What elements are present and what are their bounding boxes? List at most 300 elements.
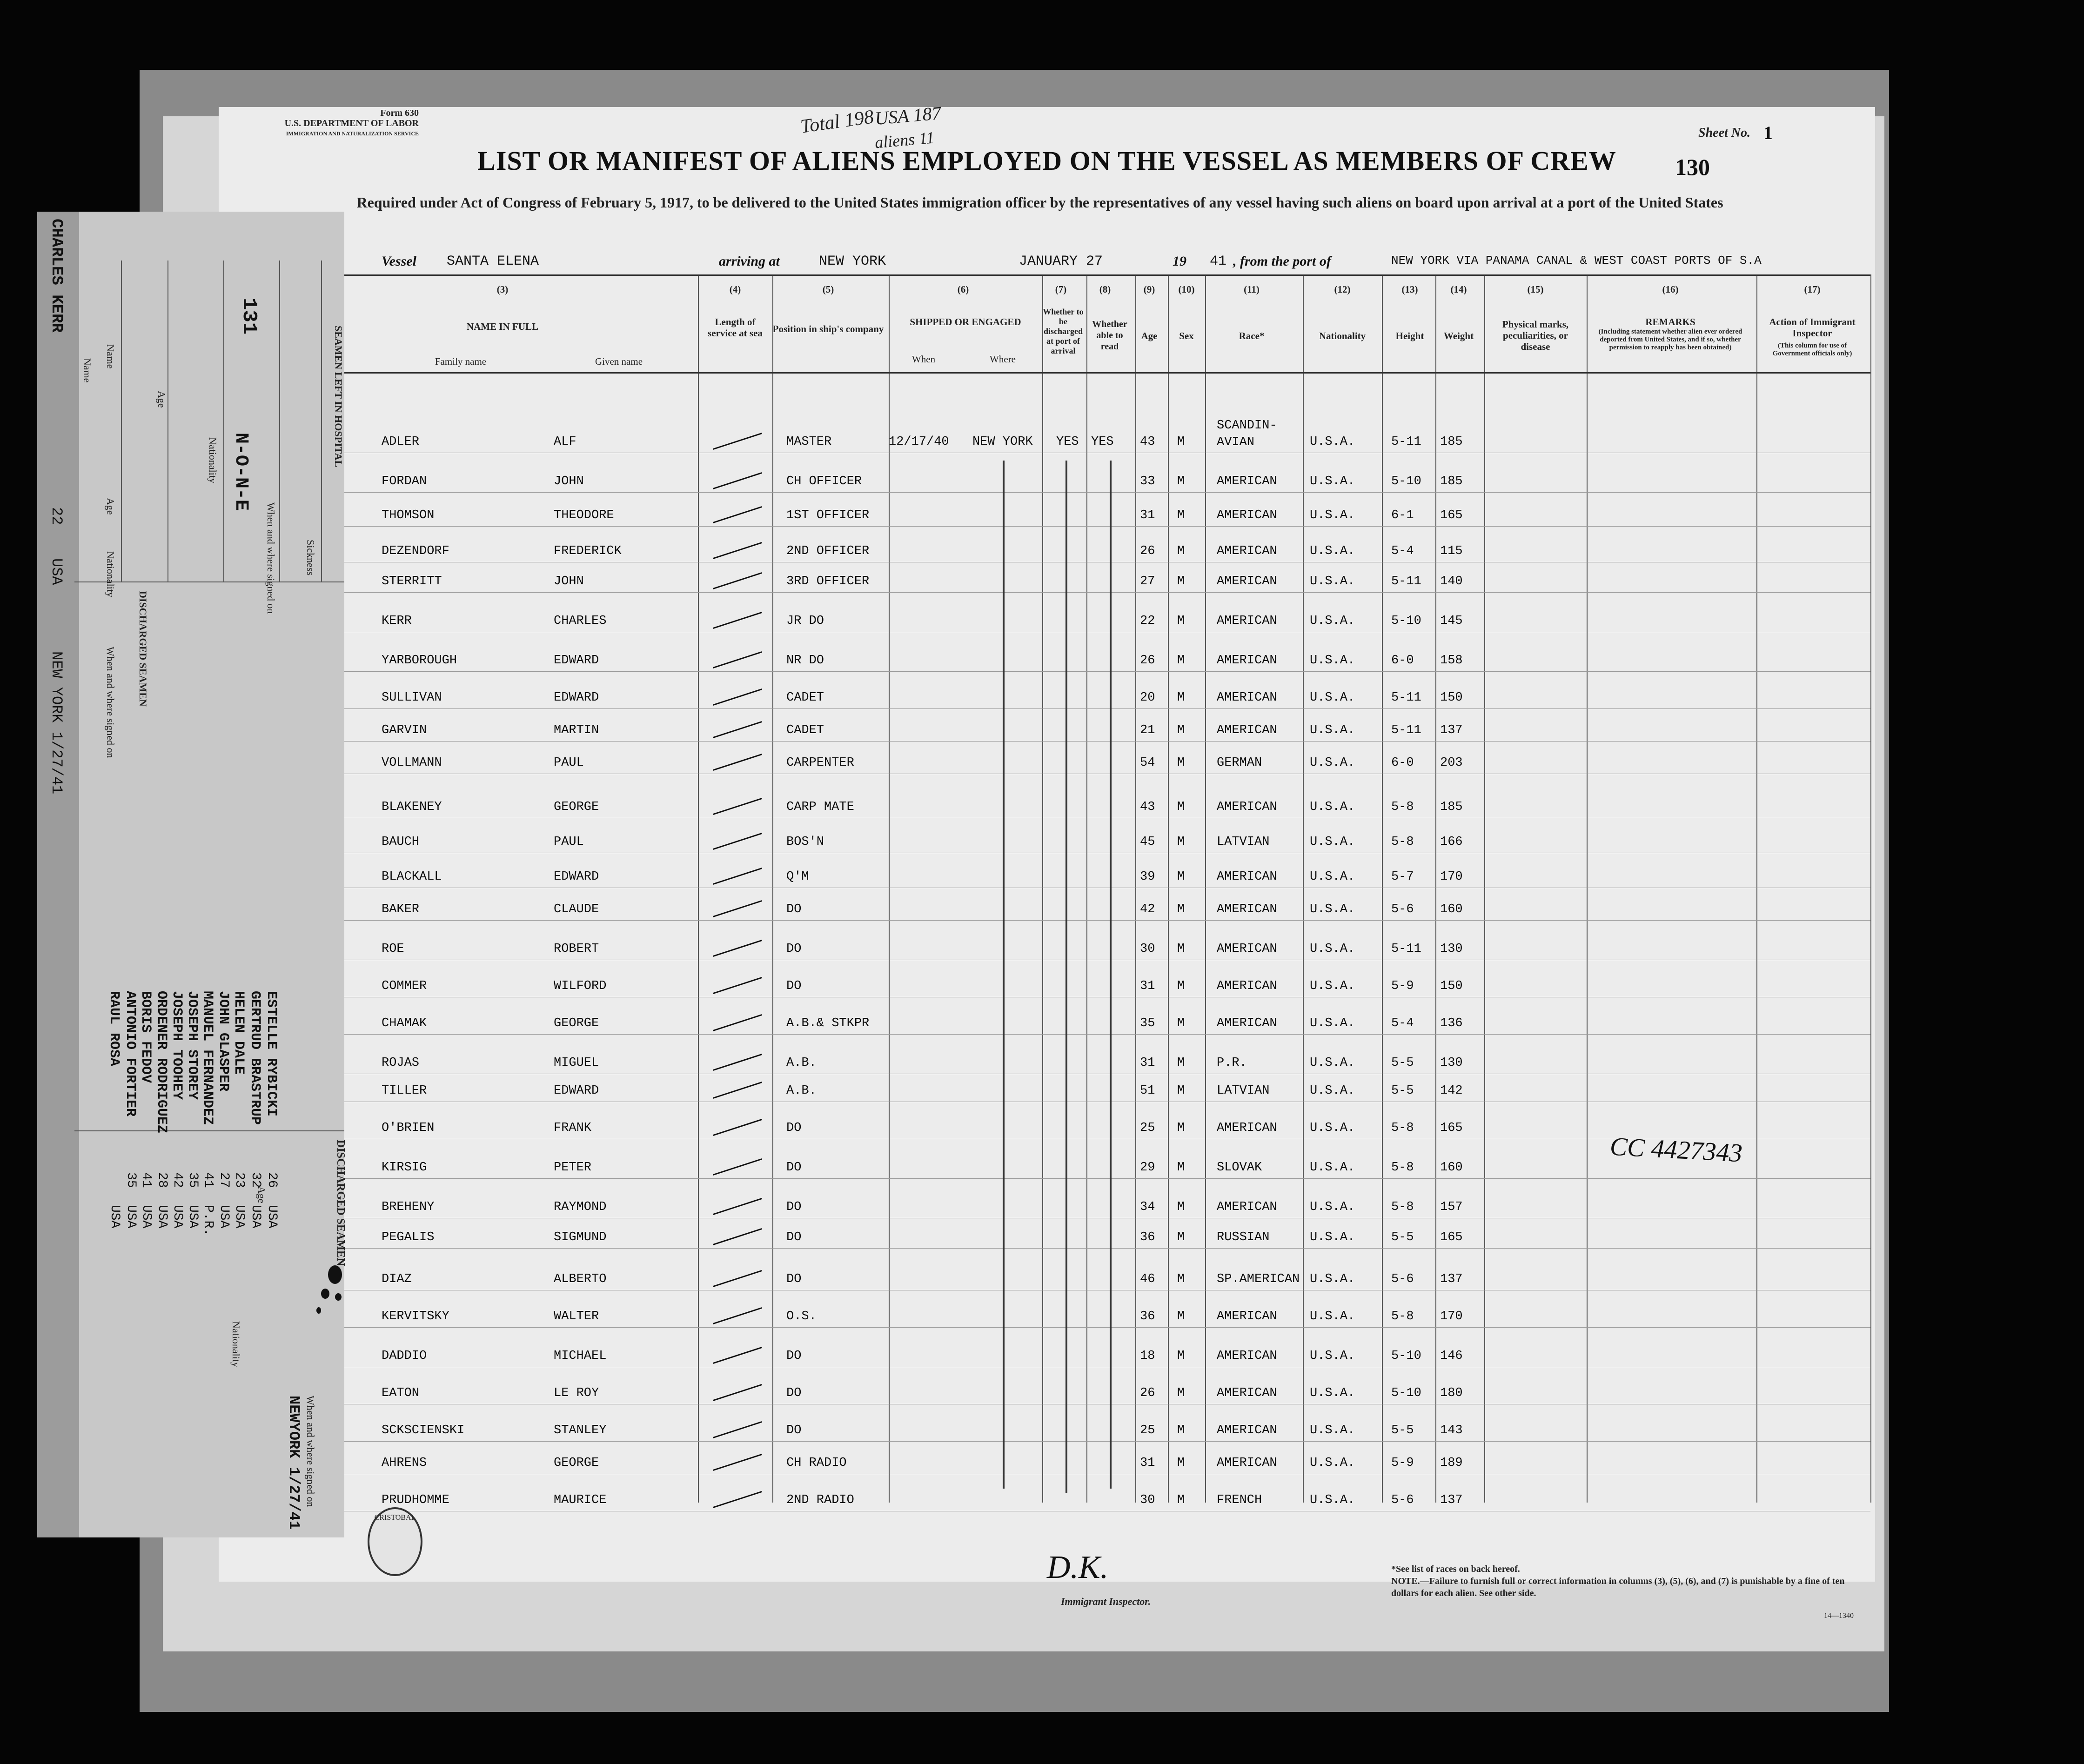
col-length: Length of service at sea — [708, 316, 763, 339]
cell-race: AMERICAN — [1217, 870, 1277, 884]
discharged-list-name: ANTONIO FORTIER — [122, 991, 138, 1117]
service: IMMIGRATION AND NATURALIZATION SERVICE — [286, 130, 419, 137]
cell-age: 45 — [1140, 835, 1155, 849]
overlay-col-line — [121, 261, 122, 581]
cell-given: GEORGE — [554, 1016, 599, 1030]
cell-position: A.B. — [786, 1056, 817, 1070]
cell-family: THOMSON — [382, 508, 435, 522]
cell-position: DO — [786, 1230, 802, 1244]
col-num-16: (16) — [1662, 284, 1679, 295]
discharged-list-nationality: USA — [107, 1205, 122, 1229]
cell-race: RUSSIAN — [1217, 1230, 1270, 1244]
hospital-col-nationality: Nationality — [207, 437, 219, 483]
discharged-col-nationality: Nationality — [105, 551, 116, 597]
cell-position: 1ST OFFICER — [786, 508, 870, 522]
cell-height: 6-1 — [1391, 508, 1414, 522]
cell-height: 5-8 — [1391, 1121, 1414, 1135]
cell-discharged: YES — [1056, 435, 1079, 449]
cell-family: AHRENS — [382, 1456, 427, 1470]
sheet-number: 130 — [1675, 154, 1710, 180]
cell-family: ADLER — [382, 435, 420, 449]
cell-sex: M — [1177, 723, 1185, 737]
cell-age: 35 — [1140, 1016, 1155, 1030]
cell-race: AMERICAN — [1217, 614, 1277, 628]
vessel-name: SANTA ELENA — [447, 254, 539, 269]
overlay-col-line — [279, 261, 280, 581]
ditto-stroke — [1065, 461, 1067, 1493]
cell-height: 5-5 — [1391, 1056, 1414, 1070]
cell-read: YES — [1091, 435, 1114, 449]
cell-given: PETER — [554, 1161, 592, 1175]
cell-nationality: U.S.A. — [1310, 942, 1355, 956]
cell-sex: M — [1177, 1016, 1185, 1030]
cell-race: AMERICAN — [1217, 1200, 1277, 1214]
col-num-14: (14) — [1450, 284, 1467, 295]
discharged-col-name: Name — [81, 358, 93, 383]
cell-height: 5-9 — [1391, 1456, 1414, 1470]
discharged-list-name: GERTRUD BRASTRUP — [247, 991, 263, 1125]
cell-height: 5-9 — [1391, 979, 1414, 993]
discharged-list-name: RAUL ROSA — [106, 991, 122, 1067]
arrival-port: NEW YORK — [819, 254, 886, 269]
grid-column-line — [1756, 274, 1757, 1503]
cell-family: TILLER — [382, 1084, 427, 1098]
cell-age: 51 — [1140, 1084, 1155, 1098]
cell-age: 29 — [1140, 1161, 1155, 1175]
cell-sex: M — [1177, 1272, 1185, 1286]
from-port: NEW YORK VIA PANAMA CANAL & WEST COAST PORTS OF S.A — [1391, 254, 1762, 267]
cell-sex: M — [1177, 1349, 1185, 1363]
discharged-list-name: MANUEL FERNANDEZ — [200, 991, 215, 1125]
col-name-in-full: NAME IN FULL — [466, 321, 538, 332]
cell-nationality: U.S.A. — [1310, 614, 1355, 628]
cell-weight: 130 — [1440, 1056, 1463, 1070]
grid-column-line — [1587, 274, 1588, 1503]
cell-age: 30 — [1140, 942, 1155, 956]
cell-position: CADET — [786, 723, 824, 737]
col-num-11: (11) — [1244, 284, 1260, 295]
discharged-list-name: JOSEPH TOOHEY — [169, 991, 185, 1100]
cell-given: EDWARD — [554, 870, 599, 884]
cell-race: AMERICAN — [1217, 508, 1277, 522]
col-age: Age — [1141, 330, 1158, 341]
cell-given: PAUL — [554, 835, 584, 849]
cell-given: MIGUEL — [554, 1056, 599, 1070]
grid-column-line — [1042, 274, 1043, 1503]
cell-family: GARVIN — [382, 723, 427, 737]
discharged-list-age: 23 — [232, 1172, 247, 1188]
cell-age: 36 — [1140, 1310, 1155, 1323]
cell-age: 25 — [1140, 1121, 1155, 1135]
cell-age: 33 — [1140, 474, 1155, 488]
cell-weight: 137 — [1440, 1493, 1463, 1507]
cell-given: PAUL — [554, 756, 584, 770]
discharged-list-name: HELEN DALE — [231, 991, 247, 1075]
grid-column-line — [1435, 274, 1436, 1503]
cell-sex: M — [1177, 979, 1185, 993]
cell-age: 39 — [1140, 870, 1155, 884]
cell-height: 6-0 — [1391, 756, 1414, 770]
handwritten-total: Total 198 — [799, 106, 875, 138]
cell-sex: M — [1177, 691, 1185, 705]
hospital-heading: SEAMEN LEFT IN HOSPITAL — [333, 326, 344, 468]
cell-given: MAURICE — [554, 1493, 607, 1507]
cell-sex: M — [1177, 1121, 1185, 1135]
handwritten-aliens: aliens 11 — [874, 128, 935, 152]
cell-position: DO — [786, 1349, 802, 1363]
cell-family: ROE — [382, 942, 404, 956]
discharged-heading-bottom: DISCHARGED SEAMEN — [335, 1140, 347, 1266]
discharged-list-nationality: USA — [155, 1205, 169, 1229]
cell-race: AMERICAN — [1217, 1016, 1277, 1030]
cell-weight: 115 — [1440, 544, 1463, 558]
cell-weight: 143 — [1440, 1423, 1463, 1437]
cell-age: 42 — [1140, 902, 1155, 916]
cell-sex: M — [1177, 756, 1185, 770]
cell-nationality: U.S.A. — [1310, 1423, 1355, 1437]
discharged-list-nationality: USA — [186, 1205, 200, 1229]
cell-weight: 160 — [1440, 1161, 1463, 1175]
row-rule — [344, 526, 1870, 527]
col-discharged: Whether to be discharged at port of arrival — [1043, 307, 1084, 355]
discharged-list-col-signed: When and where signed on — [305, 1396, 316, 1507]
cell-family: EATON — [382, 1386, 420, 1400]
col-num-13: (13) — [1401, 284, 1418, 295]
cell-weight: 140 — [1440, 575, 1463, 588]
cell-given: FRANK — [554, 1121, 592, 1135]
col-num-5: (5) — [822, 284, 834, 295]
discharged-name: CHARLES KERR — [47, 219, 65, 333]
cell-nationality: U.S.A. — [1310, 979, 1355, 993]
discharged-list-age: 35 — [124, 1172, 138, 1188]
discharged-list-nationality: USA — [265, 1205, 279, 1229]
cell-age: 31 — [1140, 508, 1155, 522]
cell-height: 5-10 — [1391, 1386, 1421, 1400]
cell-race: FRENCH — [1217, 1493, 1262, 1507]
cell-position: CH OFFICER — [786, 474, 862, 488]
discharged-list-signed: NEWYORK 1/27/41 — [285, 1396, 302, 1530]
cell-nationality: U.S.A. — [1310, 835, 1355, 849]
hospital-none: N-O-N-E — [230, 433, 251, 511]
form-code: 14—1340 — [1824, 1612, 1854, 1620]
cell-nationality: U.S.A. — [1310, 691, 1355, 705]
row-rule — [344, 492, 1870, 493]
col-height: Height — [1395, 330, 1424, 341]
cell-race: AMERICAN — [1217, 902, 1277, 916]
cell-given: GEORGE — [554, 800, 599, 814]
cell-weight: 165 — [1440, 1121, 1463, 1135]
cell-nationality: U.S.A. — [1310, 756, 1355, 770]
grid-column-line — [1870, 274, 1871, 1503]
hospital-col-signed: When and where signed on — [265, 502, 277, 614]
cell-age: 34 — [1140, 1200, 1155, 1214]
row-rule — [344, 1441, 1870, 1442]
discharged-list-name: ORDENER RODRIGUEZ — [154, 991, 169, 1134]
cell-sex: M — [1177, 800, 1185, 814]
cell-position: DO — [786, 1423, 802, 1437]
cell-nationality: U.S.A. — [1310, 1121, 1355, 1135]
footnote — [1391, 1563, 1847, 1599]
cell-sex: M — [1177, 1161, 1185, 1175]
cell-weight: 157 — [1440, 1200, 1463, 1214]
cell-age: 26 — [1140, 544, 1155, 558]
cell-height: 5-6 — [1391, 1272, 1414, 1286]
cell-age: 27 — [1140, 575, 1155, 588]
year-prefix: 19 — [1173, 254, 1186, 269]
discharged-signed: NEW YORK 1/27/41 — [48, 651, 65, 795]
discharged-list-age: 28 — [155, 1172, 169, 1188]
cell-weight: 137 — [1440, 1272, 1463, 1286]
cell-height: 5-8 — [1391, 1200, 1414, 1214]
col-num-3: (3) — [496, 284, 509, 295]
cell-sex: M — [1177, 1230, 1185, 1244]
handwritten-usa: USA 187 — [874, 102, 942, 129]
discharged-list-age: 32 — [248, 1172, 263, 1188]
col-nationality: Nationality — [1319, 330, 1366, 341]
col-num-8: (8) — [1099, 284, 1111, 295]
cell-given: LE ROY — [554, 1386, 599, 1400]
cristobal-stamp — [368, 1507, 422, 1576]
col-num-10: (10) — [1178, 284, 1195, 295]
cell-age: 21 — [1140, 723, 1155, 737]
discharged-list-age: 42 — [170, 1172, 185, 1188]
page-title: LIST OR MANIFEST OF ALIENS EMPLOYED ON THE VESSEL AS MEMBERS OF CREW — [477, 146, 1616, 176]
cell-family: COMMER — [382, 979, 427, 993]
overlay-sheet — [37, 212, 344, 1537]
cell-nationality: U.S.A. — [1310, 544, 1355, 558]
row-rule — [344, 708, 1870, 709]
col-where: Where — [990, 354, 1016, 365]
discharged-col-age: Age — [105, 498, 116, 515]
col-physical: Physical marks, peculiarities, or disease — [1502, 319, 1569, 352]
cell-race: AMERICAN — [1217, 723, 1277, 737]
cell-sex: M — [1177, 614, 1185, 628]
col-num-4: (4) — [729, 284, 741, 295]
ink-blot — [316, 1307, 321, 1314]
cell-family: BLAKENEY — [382, 800, 442, 814]
cell-weight: 158 — [1440, 654, 1463, 668]
cell-given: ALBERTO — [554, 1272, 607, 1286]
cell-where: NEW YORK — [972, 435, 1033, 449]
discharged-list-age: 35 — [186, 1172, 200, 1188]
cell-given: MICHAEL — [554, 1349, 607, 1363]
cell-family: DEZENDORF — [382, 544, 449, 558]
discharged-col-signed: When and where signed on — [105, 647, 116, 758]
form-number: Form 630 — [380, 108, 419, 118]
cell-age: 25 — [1140, 1423, 1155, 1437]
cell-sex: M — [1177, 835, 1185, 849]
grid-header-bottom — [344, 372, 1870, 374]
cell-height: 5-8 — [1391, 1161, 1414, 1175]
row-rule — [344, 1248, 1870, 1249]
grid-column-line — [1484, 274, 1485, 1503]
cell-age: 36 — [1140, 1230, 1155, 1244]
cell-position: 3RD OFFICER — [786, 575, 870, 588]
discharged-list-nationality: USA — [124, 1205, 138, 1229]
cell-height: 5-5 — [1391, 1423, 1414, 1437]
grid-header-top — [344, 274, 1870, 276]
department: U.S. DEPARTMENT OF LABOR — [284, 118, 419, 128]
cell-race: AMERICAN — [1217, 474, 1277, 488]
cell-sex: M — [1177, 575, 1185, 588]
col-remarks: REMARKS — [1645, 316, 1695, 327]
row-rule — [344, 671, 1870, 672]
hospital-col-sickness: Sickness — [305, 540, 316, 575]
arriving-label: arriving at — [719, 254, 780, 269]
footnote-penalty: NOTE.—Failure to furnish full or correct information in columns (3), (5), (6), and (7) is punishable by a fine of ten dollars for each alien. See other side. — [1391, 1576, 1845, 1598]
ditto-stroke — [1110, 461, 1112, 1489]
cell-nationality: U.S.A. — [1310, 1310, 1355, 1323]
discharged-list-name: BORIS FEDOV — [138, 991, 154, 1083]
discharged-list-age: 41 — [201, 1172, 215, 1188]
cell-sex: M — [1177, 1423, 1185, 1437]
col-action: Action of Immigrant Inspector — [1769, 316, 1856, 339]
cell-weight: 142 — [1440, 1084, 1463, 1098]
cell-age: 43 — [1140, 435, 1155, 449]
cell-given: ALF — [554, 435, 576, 449]
cell-family: ROJAS — [382, 1056, 420, 1070]
cell-race: AMERICAN — [1217, 1310, 1277, 1323]
ink-blot — [335, 1293, 342, 1301]
cell-weight: 146 — [1440, 1349, 1463, 1363]
hospital-col-name: Name — [105, 344, 116, 369]
cell-position: DO — [786, 902, 802, 916]
cell-weight: 166 — [1440, 835, 1463, 849]
cell-family: BAKER — [382, 902, 420, 916]
cell-race: AMERICAN — [1217, 1349, 1277, 1363]
col-family-name: Family name — [435, 356, 487, 367]
grid-column-line — [772, 274, 773, 1503]
hospital-col-age: Age — [156, 391, 168, 408]
discharged-list-col-nationality: Nationality — [230, 1321, 242, 1367]
form-identifier — [279, 108, 419, 139]
cell-weight: 170 — [1440, 1310, 1463, 1323]
cell-family: KERR — [382, 614, 412, 628]
discharged-age: 22 — [48, 507, 65, 525]
col-shipped: SHIPPED OR ENGAGED — [910, 316, 1021, 327]
cell-position: DO — [786, 942, 802, 956]
cell-nationality: U.S.A. — [1310, 474, 1355, 488]
cell-weight: 180 — [1440, 1386, 1463, 1400]
col-num-9: (9) — [1143, 284, 1155, 295]
cell-height: 5-10 — [1391, 474, 1421, 488]
col-num-12: (12) — [1334, 284, 1351, 295]
grid-column-line — [889, 274, 890, 1503]
cell-race: SLOVAK — [1217, 1161, 1262, 1175]
cell-given: ROBERT — [554, 942, 599, 956]
cell-position: A.B.& STKPR — [786, 1016, 870, 1030]
col-num-7: (7) — [1055, 284, 1067, 295]
cell-position: 2ND RADIO — [786, 1493, 854, 1507]
year-suffix: 41 — [1210, 254, 1227, 269]
cell-height: 5-8 — [1391, 835, 1414, 849]
cell-height: 5-5 — [1391, 1230, 1414, 1244]
cell-race: AMERICAN — [1217, 1121, 1277, 1135]
cell-position: DO — [786, 979, 802, 993]
cell-age: 31 — [1140, 1456, 1155, 1470]
cell-race: AMERICAN — [1217, 942, 1277, 956]
cell-height: 6-0 — [1391, 654, 1414, 668]
cell-height: 5-6 — [1391, 902, 1414, 916]
cell-position: DO — [786, 1161, 802, 1175]
discharged-list-nationality: USA — [139, 1205, 154, 1229]
cell-position: A.B. — [786, 1084, 817, 1098]
grid-column-line — [1135, 274, 1136, 1503]
cell-nationality: U.S.A. — [1310, 1056, 1355, 1070]
grid-column-line — [1205, 274, 1206, 1503]
cell-sex: M — [1177, 544, 1185, 558]
cell-nationality: U.S.A. — [1310, 1272, 1355, 1286]
cell-height: 5-11 — [1391, 575, 1421, 588]
cell-nationality: U.S.A. — [1310, 1493, 1355, 1507]
cell-given: CLAUDE — [554, 902, 599, 916]
cell-nationality: U.S.A. — [1310, 870, 1355, 884]
cell-sex: M — [1177, 474, 1185, 488]
cell-sex: M — [1177, 508, 1185, 522]
grid-column-line — [1086, 274, 1087, 1503]
discharged-nationality: USA — [48, 558, 65, 585]
cell-nationality: U.S.A. — [1310, 902, 1355, 916]
cell-sex: M — [1177, 1493, 1185, 1507]
cell-given: JOHN — [554, 474, 584, 488]
cell-race: LATVIAN — [1217, 835, 1270, 849]
cell-race: LATVIAN — [1217, 1084, 1270, 1098]
cell-weight: 185 — [1440, 800, 1463, 814]
cell-family: FORDAN — [382, 474, 427, 488]
cell-position: NR DO — [786, 654, 824, 668]
row-rule — [344, 920, 1870, 921]
sheet-value: 1 — [1763, 122, 1773, 143]
grid-column-line — [1382, 274, 1383, 1503]
sheet-label: Sheet No. — [1698, 126, 1750, 140]
cell-given: WILFORD — [554, 979, 607, 993]
cell-given: MARTIN — [554, 723, 599, 737]
hospital-number: 131 — [237, 298, 261, 335]
cell-nationality: U.S.A. — [1310, 508, 1355, 522]
cell-given: EDWARD — [554, 654, 599, 668]
cell-position: DO — [786, 1200, 802, 1214]
cell-position: JR DO — [786, 614, 824, 628]
overlay-divider — [74, 1130, 344, 1131]
col-action-sub: (This column for use of Government officials only) — [1772, 342, 1852, 357]
cell-nationality: U.S.A. — [1310, 654, 1355, 668]
cell-family: BLACKALL — [382, 870, 442, 884]
cell-race: AMERICAN — [1217, 544, 1277, 558]
cell-family: BAUCH — [382, 835, 420, 849]
cell-family: CHAMAK — [382, 1016, 427, 1030]
cell-nationality: U.S.A. — [1310, 1200, 1355, 1214]
cell-height: 5-11 — [1391, 691, 1421, 705]
col-weight: Weight — [1443, 330, 1474, 341]
cell-sex: M — [1177, 1386, 1185, 1400]
cell-given: CHARLES — [554, 614, 607, 628]
discharged-list-age: 27 — [217, 1172, 231, 1188]
cell-age: 26 — [1140, 654, 1155, 668]
cell-sex: M — [1177, 1200, 1185, 1214]
grid-column-line — [1168, 274, 1169, 1503]
cell-weight: 130 — [1440, 942, 1463, 956]
cell-height: 5-4 — [1391, 1016, 1414, 1030]
cell-given: RAYMOND — [554, 1200, 607, 1214]
cell-family: DADDIO — [382, 1349, 427, 1363]
cell-weight: 203 — [1440, 756, 1463, 770]
cell-race: AMERICAN — [1217, 979, 1277, 993]
cell-given: THEODORE — [554, 508, 614, 522]
cell-family: PRUDHOMME — [382, 1493, 449, 1507]
cell-nationality: U.S.A. — [1310, 1016, 1355, 1030]
col-num-6: (6) — [957, 284, 969, 295]
cell-weight: 165 — [1440, 508, 1463, 522]
